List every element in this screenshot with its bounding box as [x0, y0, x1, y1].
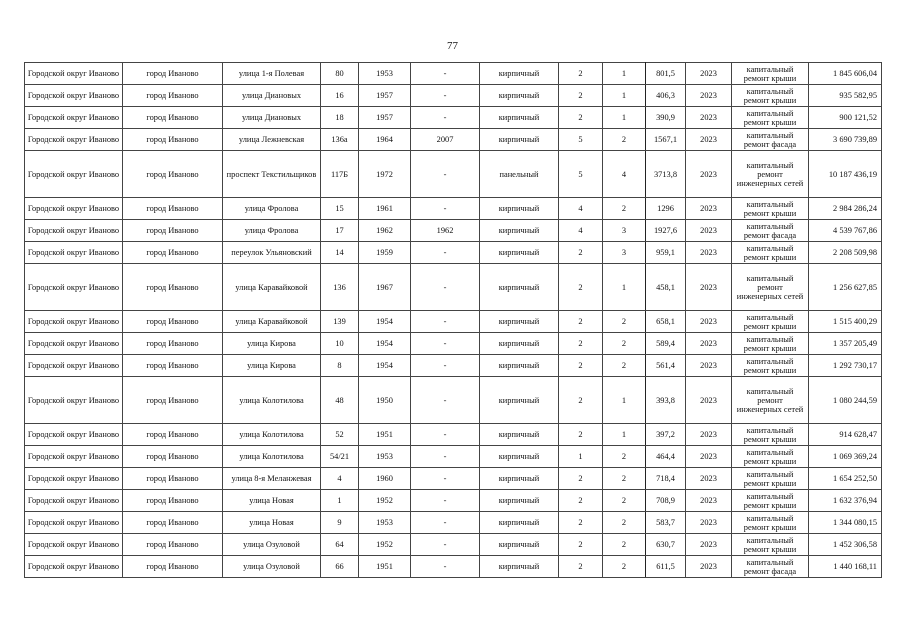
- table-row: [25, 311, 882, 333]
- table-row: [25, 556, 882, 578]
- floors-cell: 2: [559, 512, 603, 534]
- work-year-cell: 2023: [686, 85, 732, 107]
- entrances-cell: 1: [603, 85, 646, 107]
- district-cell: Городской округ Иваново: [25, 107, 123, 129]
- floors-cell: 2: [559, 534, 603, 556]
- cost-cell: 1 632 376,94: [809, 490, 882, 512]
- district-cell: Городской округ Иваново: [25, 63, 123, 85]
- district-cell: Городской округ Иваново: [25, 556, 123, 578]
- cost-cell: 1 654 252,50: [809, 468, 882, 490]
- reconstruction-year-cell: -: [411, 424, 480, 446]
- house-number-cell: 18: [321, 107, 359, 129]
- floors-cell: 2: [559, 468, 603, 490]
- entrances-cell: 2: [603, 490, 646, 512]
- wall-material-cell: кирпичный: [480, 107, 559, 129]
- wall-material-cell: кирпичный: [480, 85, 559, 107]
- wall-material-cell: кирпичный: [480, 264, 559, 311]
- district-cell: Городской округ Иваново: [25, 534, 123, 556]
- house-number-cell: 4: [321, 468, 359, 490]
- wall-material-cell: кирпичный: [480, 63, 559, 85]
- year-built-cell: 1953: [359, 63, 411, 85]
- wall-material-cell: кирпичный: [480, 468, 559, 490]
- work-year-cell: 2023: [686, 63, 732, 85]
- street-cell: улица Кирова: [223, 333, 321, 355]
- year-built-cell: 1957: [359, 85, 411, 107]
- year-built-cell: 1950: [359, 377, 411, 424]
- cost-cell: 935 582,95: [809, 85, 882, 107]
- table-row: [25, 85, 882, 107]
- work-year-cell: 2023: [686, 264, 732, 311]
- work-year-cell: 2023: [686, 333, 732, 355]
- area-cell: 708,9: [646, 490, 686, 512]
- street-cell: улица 8-я Меланжевая: [223, 468, 321, 490]
- wall-material-cell: кирпичный: [480, 490, 559, 512]
- year-built-cell: 1962: [359, 220, 411, 242]
- entrances-cell: 1: [603, 63, 646, 85]
- street-cell: улица Колотилова: [223, 377, 321, 424]
- reconstruction-year-cell: -: [411, 264, 480, 311]
- work-type-cell: капитальный ремонт крыши: [732, 107, 809, 129]
- work-year-cell: 2023: [686, 446, 732, 468]
- table-row: [25, 129, 882, 151]
- work-type-cell: капитальный ремонт крыши: [732, 512, 809, 534]
- area-cell: 1567,1: [646, 129, 686, 151]
- house-number-cell: 64: [321, 534, 359, 556]
- year-built-cell: 1967: [359, 264, 411, 311]
- house-number-cell: 117Б: [321, 151, 359, 198]
- work-year-cell: 2023: [686, 534, 732, 556]
- house-number-cell: 136: [321, 264, 359, 311]
- table-row: [25, 333, 882, 355]
- reconstruction-year-cell: -: [411, 377, 480, 424]
- floors-cell: 2: [559, 242, 603, 264]
- city-cell: город Иваново: [123, 311, 223, 333]
- work-type-cell: капитальный ремонт инженерных сетей: [732, 264, 809, 311]
- cost-cell: 2 208 509,98: [809, 242, 882, 264]
- year-built-cell: 1959: [359, 242, 411, 264]
- street-cell: улица Новая: [223, 512, 321, 534]
- work-year-cell: 2023: [686, 355, 732, 377]
- floors-cell: 4: [559, 198, 603, 220]
- wall-material-cell: кирпичный: [480, 311, 559, 333]
- work-type-cell: капитальный ремонт крыши: [732, 242, 809, 264]
- buildings-table: [24, 62, 882, 578]
- area-cell: 589,4: [646, 333, 686, 355]
- house-number-cell: 54/21: [321, 446, 359, 468]
- area-cell: 801,5: [646, 63, 686, 85]
- wall-material-cell: кирпичный: [480, 512, 559, 534]
- floors-cell: 2: [559, 63, 603, 85]
- wall-material-cell: кирпичный: [480, 534, 559, 556]
- entrances-cell: 1: [603, 377, 646, 424]
- table-row: [25, 446, 882, 468]
- city-cell: город Иваново: [123, 242, 223, 264]
- entrances-cell: 2: [603, 129, 646, 151]
- cost-cell: 1 256 627,85: [809, 264, 882, 311]
- table-row: [25, 151, 882, 198]
- table-row: [25, 377, 882, 424]
- area-cell: 3713,8: [646, 151, 686, 198]
- floors-cell: 4: [559, 220, 603, 242]
- entrances-cell: 3: [603, 220, 646, 242]
- house-number-cell: 66: [321, 556, 359, 578]
- year-built-cell: 1954: [359, 333, 411, 355]
- floors-cell: 2: [559, 355, 603, 377]
- cost-cell: 10 187 436,19: [809, 151, 882, 198]
- work-type-cell: капитальный ремонт крыши: [732, 311, 809, 333]
- city-cell: город Иваново: [123, 556, 223, 578]
- cost-cell: 900 121,52: [809, 107, 882, 129]
- district-cell: Городской округ Иваново: [25, 198, 123, 220]
- street-cell: проспект Текстильщиков: [223, 151, 321, 198]
- reconstruction-year-cell: -: [411, 490, 480, 512]
- work-year-cell: 2023: [686, 490, 732, 512]
- cost-cell: 1 452 306,58: [809, 534, 882, 556]
- entrances-cell: 3: [603, 242, 646, 264]
- work-type-cell: капитальный ремонт фасада: [732, 556, 809, 578]
- district-cell: Городской округ Иваново: [25, 264, 123, 311]
- work-year-cell: 2023: [686, 556, 732, 578]
- table-row: [25, 512, 882, 534]
- street-cell: улица Каравайковой: [223, 264, 321, 311]
- area-cell: 393,8: [646, 377, 686, 424]
- entrances-cell: 2: [603, 311, 646, 333]
- street-cell: улица Диановых: [223, 107, 321, 129]
- entrances-cell: 2: [603, 468, 646, 490]
- city-cell: город Иваново: [123, 85, 223, 107]
- work-year-cell: 2023: [686, 129, 732, 151]
- district-cell: Городской округ Иваново: [25, 355, 123, 377]
- floors-cell: 2: [559, 264, 603, 311]
- area-cell: 561,4: [646, 355, 686, 377]
- work-type-cell: капитальный ремонт фасада: [732, 129, 809, 151]
- street-cell: переулок Ульяновский: [223, 242, 321, 264]
- cost-cell: 914 628,47: [809, 424, 882, 446]
- work-year-cell: 2023: [686, 512, 732, 534]
- reconstruction-year-cell: -: [411, 333, 480, 355]
- entrances-cell: 1: [603, 107, 646, 129]
- area-cell: 397,2: [646, 424, 686, 446]
- work-type-cell: капитальный ремонт крыши: [732, 534, 809, 556]
- year-built-cell: 1954: [359, 355, 411, 377]
- city-cell: город Иваново: [123, 63, 223, 85]
- street-cell: улица Фролова: [223, 198, 321, 220]
- work-type-cell: капитальный ремонт крыши: [732, 446, 809, 468]
- house-number-cell: 15: [321, 198, 359, 220]
- street-cell: улица Озуловой: [223, 534, 321, 556]
- work-year-cell: 2023: [686, 220, 732, 242]
- reconstruction-year-cell: -: [411, 107, 480, 129]
- table-row: [25, 198, 882, 220]
- city-cell: город Иваново: [123, 129, 223, 151]
- area-cell: 458,1: [646, 264, 686, 311]
- city-cell: город Иваново: [123, 534, 223, 556]
- cost-cell: 1 515 400,29: [809, 311, 882, 333]
- street-cell: улица Каравайковой: [223, 311, 321, 333]
- city-cell: город Иваново: [123, 220, 223, 242]
- reconstruction-year-cell: -: [411, 512, 480, 534]
- district-cell: Городской округ Иваново: [25, 151, 123, 198]
- city-cell: город Иваново: [123, 198, 223, 220]
- city-cell: город Иваново: [123, 107, 223, 129]
- district-cell: Городской округ Иваново: [25, 446, 123, 468]
- entrances-cell: 1: [603, 424, 646, 446]
- area-cell: 390,9: [646, 107, 686, 129]
- city-cell: город Иваново: [123, 151, 223, 198]
- wall-material-cell: кирпичный: [480, 424, 559, 446]
- entrances-cell: 2: [603, 556, 646, 578]
- year-built-cell: 1953: [359, 446, 411, 468]
- floors-cell: 2: [559, 333, 603, 355]
- work-type-cell: капитальный ремонт крыши: [732, 198, 809, 220]
- work-type-cell: капитальный ремонт крыши: [732, 468, 809, 490]
- street-cell: улица Лежневская: [223, 129, 321, 151]
- year-built-cell: 1952: [359, 534, 411, 556]
- work-type-cell: капитальный ремонт крыши: [732, 424, 809, 446]
- reconstruction-year-cell: -: [411, 355, 480, 377]
- year-built-cell: 1960: [359, 468, 411, 490]
- cost-cell: 1 440 168,11: [809, 556, 882, 578]
- wall-material-cell: кирпичный: [480, 556, 559, 578]
- district-cell: Городской округ Иваново: [25, 311, 123, 333]
- year-built-cell: 1964: [359, 129, 411, 151]
- city-cell: город Иваново: [123, 424, 223, 446]
- table-row: [25, 220, 882, 242]
- floors-cell: 2: [559, 377, 603, 424]
- city-cell: город Иваново: [123, 490, 223, 512]
- work-year-cell: 2023: [686, 151, 732, 198]
- table-row: [25, 424, 882, 446]
- district-cell: Городской округ Иваново: [25, 468, 123, 490]
- house-number-cell: 8: [321, 355, 359, 377]
- reconstruction-year-cell: -: [411, 198, 480, 220]
- work-type-cell: капитальный ремонт инженерных сетей: [732, 151, 809, 198]
- house-number-cell: 10: [321, 333, 359, 355]
- table-row: [25, 63, 882, 85]
- district-cell: Городской округ Иваново: [25, 85, 123, 107]
- reconstruction-year-cell: 2007: [411, 129, 480, 151]
- floors-cell: 5: [559, 129, 603, 151]
- cost-cell: 3 690 739,89: [809, 129, 882, 151]
- district-cell: Городской округ Иваново: [25, 333, 123, 355]
- page-number: 77: [447, 40, 458, 52]
- reconstruction-year-cell: -: [411, 242, 480, 264]
- house-number-cell: 17: [321, 220, 359, 242]
- house-number-cell: 14: [321, 242, 359, 264]
- table-row: [25, 107, 882, 129]
- reconstruction-year-cell: -: [411, 151, 480, 198]
- cost-cell: 2 984 286,24: [809, 198, 882, 220]
- wall-material-cell: кирпичный: [480, 198, 559, 220]
- cost-cell: 1 080 244,59: [809, 377, 882, 424]
- floors-cell: 2: [559, 85, 603, 107]
- table-row: [25, 264, 882, 311]
- table-row: [25, 355, 882, 377]
- work-type-cell: капитальный ремонт фасада: [732, 220, 809, 242]
- year-built-cell: 1951: [359, 424, 411, 446]
- reconstruction-year-cell: -: [411, 446, 480, 468]
- area-cell: 1927,6: [646, 220, 686, 242]
- reconstruction-year-cell: -: [411, 534, 480, 556]
- area-cell: 1296: [646, 198, 686, 220]
- street-cell: улица Колотилова: [223, 424, 321, 446]
- house-number-cell: 139: [321, 311, 359, 333]
- street-cell: улица Диановых: [223, 85, 321, 107]
- area-cell: 718,4: [646, 468, 686, 490]
- work-year-cell: 2023: [686, 198, 732, 220]
- street-cell: улица Озуловой: [223, 556, 321, 578]
- district-cell: Городской округ Иваново: [25, 220, 123, 242]
- area-cell: 611,5: [646, 556, 686, 578]
- area-cell: 583,7: [646, 512, 686, 534]
- city-cell: город Иваново: [123, 355, 223, 377]
- city-cell: город Иваново: [123, 377, 223, 424]
- wall-material-cell: кирпичный: [480, 446, 559, 468]
- entrances-cell: 2: [603, 446, 646, 468]
- district-cell: Городской округ Иваново: [25, 424, 123, 446]
- entrances-cell: 4: [603, 151, 646, 198]
- work-type-cell: капитальный ремонт крыши: [732, 63, 809, 85]
- street-cell: улица Кирова: [223, 355, 321, 377]
- district-cell: Городской округ Иваново: [25, 512, 123, 534]
- year-built-cell: 1957: [359, 107, 411, 129]
- year-built-cell: 1951: [359, 556, 411, 578]
- cost-cell: 4 539 767,86: [809, 220, 882, 242]
- year-built-cell: 1953: [359, 512, 411, 534]
- city-cell: город Иваново: [123, 333, 223, 355]
- work-type-cell: капитальный ремонт крыши: [732, 490, 809, 512]
- city-cell: город Иваново: [123, 468, 223, 490]
- district-cell: Городской округ Иваново: [25, 490, 123, 512]
- work-year-cell: 2023: [686, 242, 732, 264]
- house-number-cell: 80: [321, 63, 359, 85]
- floors-cell: 2: [559, 107, 603, 129]
- table-row: [25, 490, 882, 512]
- work-year-cell: 2023: [686, 107, 732, 129]
- wall-material-cell: панельный: [480, 151, 559, 198]
- wall-material-cell: кирпичный: [480, 377, 559, 424]
- year-built-cell: 1972: [359, 151, 411, 198]
- floors-cell: 5: [559, 151, 603, 198]
- street-cell: улица Колотилова: [223, 446, 321, 468]
- floors-cell: 1: [559, 446, 603, 468]
- table-row: [25, 242, 882, 264]
- city-cell: город Иваново: [123, 264, 223, 311]
- entrances-cell: 2: [603, 333, 646, 355]
- reconstruction-year-cell: -: [411, 311, 480, 333]
- floors-cell: 2: [559, 424, 603, 446]
- work-year-cell: 2023: [686, 424, 732, 446]
- cost-cell: 1 357 205,49: [809, 333, 882, 355]
- house-number-cell: 9: [321, 512, 359, 534]
- city-cell: город Иваново: [123, 446, 223, 468]
- floors-cell: 2: [559, 556, 603, 578]
- entrances-cell: 2: [603, 512, 646, 534]
- work-year-cell: 2023: [686, 311, 732, 333]
- house-number-cell: 136а: [321, 129, 359, 151]
- reconstruction-year-cell: -: [411, 85, 480, 107]
- area-cell: 959,1: [646, 242, 686, 264]
- work-type-cell: капитальный ремонт инженерных сетей: [732, 377, 809, 424]
- reconstruction-year-cell: -: [411, 556, 480, 578]
- year-built-cell: 1952: [359, 490, 411, 512]
- area-cell: 630,7: [646, 534, 686, 556]
- work-type-cell: капитальный ремонт крыши: [732, 333, 809, 355]
- street-cell: улица 1-я Полевая: [223, 63, 321, 85]
- house-number-cell: 1: [321, 490, 359, 512]
- reconstruction-year-cell: -: [411, 63, 480, 85]
- entrances-cell: 1: [603, 264, 646, 311]
- entrances-cell: 2: [603, 355, 646, 377]
- year-built-cell: 1961: [359, 198, 411, 220]
- work-year-cell: 2023: [686, 377, 732, 424]
- work-type-cell: капитальный ремонт крыши: [732, 355, 809, 377]
- cost-cell: 1 292 730,17: [809, 355, 882, 377]
- cost-cell: 1 344 080,15: [809, 512, 882, 534]
- wall-material-cell: кирпичный: [480, 333, 559, 355]
- year-built-cell: 1954: [359, 311, 411, 333]
- table-row: [25, 534, 882, 556]
- area-cell: 406,3: [646, 85, 686, 107]
- wall-material-cell: кирпичный: [480, 242, 559, 264]
- street-cell: улица Фролова: [223, 220, 321, 242]
- house-number-cell: 48: [321, 377, 359, 424]
- district-cell: Городской округ Иваново: [25, 377, 123, 424]
- work-type-cell: капитальный ремонт крыши: [732, 85, 809, 107]
- work-year-cell: 2023: [686, 468, 732, 490]
- floors-cell: 2: [559, 490, 603, 512]
- house-number-cell: 16: [321, 85, 359, 107]
- wall-material-cell: кирпичный: [480, 220, 559, 242]
- area-cell: 658,1: [646, 311, 686, 333]
- floors-cell: 2: [559, 311, 603, 333]
- table-row: [25, 468, 882, 490]
- district-cell: Городской округ Иваново: [25, 129, 123, 151]
- reconstruction-year-cell: 1962: [411, 220, 480, 242]
- entrances-cell: 2: [603, 534, 646, 556]
- area-cell: 464,4: [646, 446, 686, 468]
- reconstruction-year-cell: -: [411, 468, 480, 490]
- cost-cell: 1 069 369,24: [809, 446, 882, 468]
- wall-material-cell: кирпичный: [480, 355, 559, 377]
- district-cell: Городской округ Иваново: [25, 242, 123, 264]
- wall-material-cell: кирпичный: [480, 129, 559, 151]
- city-cell: город Иваново: [123, 512, 223, 534]
- cost-cell: 1 845 606,04: [809, 63, 882, 85]
- street-cell: улица Новая: [223, 490, 321, 512]
- entrances-cell: 2: [603, 198, 646, 220]
- house-number-cell: 52: [321, 424, 359, 446]
